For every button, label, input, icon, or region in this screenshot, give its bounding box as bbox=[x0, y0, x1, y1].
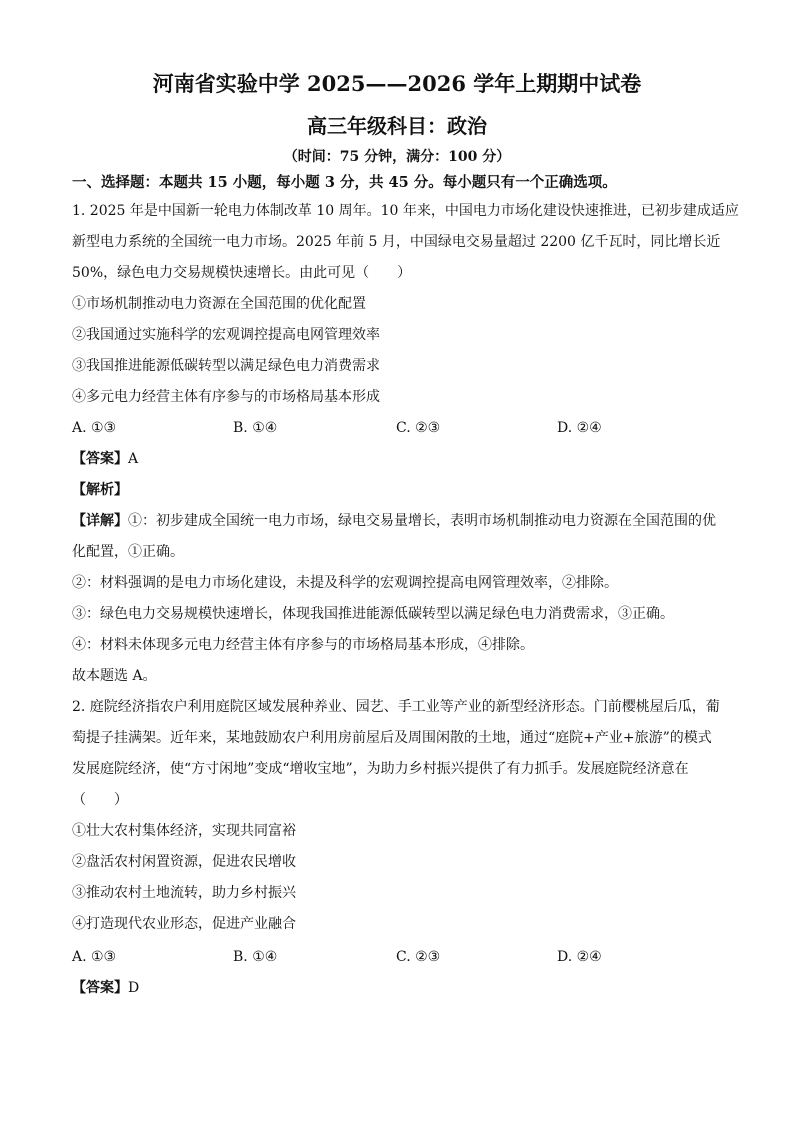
q1-statement: ②我国通过实施科学的宏观调控提高电网管理效率 bbox=[72, 327, 380, 343]
q2-answer-tag: 【答案】 bbox=[72, 980, 128, 996]
q1-stem-line: 新型电力系统的全国统一电力市场。2025 年前 5 月，中国绿电交易量超过 2200 亿千瓦时，同比增长近 bbox=[72, 234, 721, 250]
q1-option-c: C. ②③ bbox=[396, 420, 441, 436]
q1-detail-tag: 【详解】 bbox=[72, 513, 128, 529]
q2-stem-line: 发展庭院经济，使“方寸闲地”变成“增收宝地”，为助力乡村振兴提供了有力抓手。发展庭院经济意在 bbox=[72, 761, 689, 777]
q2-option-a: A. ①③ bbox=[72, 949, 117, 965]
q1-answer-value: A bbox=[128, 451, 139, 467]
q2-stem-line: （ ） bbox=[72, 792, 128, 808]
q2-answer bbox=[72, 978, 139, 998]
q1-option-d: D. ②④ bbox=[557, 420, 602, 436]
q1-option-b: B. ①④ bbox=[233, 420, 278, 436]
q2-stem-line: 萄提子挂满架。近年来，某地鼓励农户利用房前屋后及周围闲散的土地，通过“庭院+产业+旅游”的模式 bbox=[72, 730, 712, 746]
exam-subtitle: 高三年级科目：政治 bbox=[307, 114, 487, 138]
q2-statement: ③推动农村土地流转，助力乡村振兴 bbox=[72, 885, 296, 901]
q1-detail-line bbox=[72, 511, 716, 531]
section-heading: 一、选择题：本题共 15 小题，每小题 3 分，共 45 分。每小题只有一个正确选项。 bbox=[72, 174, 617, 191]
q1-statement: ①市场机制推动电力资源在全国范围的优化配置 bbox=[72, 296, 366, 312]
q1-detail-line: ②：材料强调的是电力市场化建设，未提及科学的宏观调控提高电网管理效率，②排除。 bbox=[72, 575, 618, 591]
q1-detail-line: ③：绿色电力交易规模快速增长，体现我国推进能源低碳转型以满足绿色电力消费需求，③正确。 bbox=[72, 606, 674, 622]
q2-option-b: B. ①④ bbox=[233, 949, 278, 965]
q2-answer-value: D bbox=[128, 980, 140, 996]
q1-detail-text: ①：初步建成全国统一电力市场，绿电交易量增长，表明市场机制推动电力资源在全国范围的优 bbox=[128, 513, 716, 529]
q2-statement: ①壮大农村集体经济，实现共同富裕 bbox=[72, 823, 296, 839]
exam-time-info: （时间：75 分钟，满分：100 分） bbox=[283, 149, 511, 165]
q1-detail-line: 化配置，①正确。 bbox=[72, 544, 184, 560]
q1-conclusion: 故本题选 A。 bbox=[72, 668, 157, 684]
q1-detail-line: ④：材料未体现多元电力经营主体有序参与的市场格局基本形成，④排除。 bbox=[72, 637, 534, 653]
q1-stem-line: 1. 2025 年是中国新一轮电力体制改革 10 周年。10 年来，中国电力市场化建设快速推进，已初步建成适应 bbox=[72, 203, 739, 219]
q2-option-c: C. ②③ bbox=[396, 949, 441, 965]
q2-statement: ④打造现代农业形态，促进产业融合 bbox=[72, 916, 296, 932]
q2-stem-line: 2. 庭院经济指农户利用庭院区域发展种养业、园艺、手工业等产业的新型经济形态。门前樱桃屋后瓜，葡 bbox=[72, 699, 720, 715]
q1-analysis-tag: 【解析】 bbox=[72, 482, 128, 498]
q2-statement: ②盘活农村闲置资源，促进农民增收 bbox=[72, 854, 296, 870]
q1-statement: ④多元电力经营主体有序参与的市场格局基本形成 bbox=[72, 389, 380, 405]
q2-option-d: D. ②④ bbox=[557, 949, 602, 965]
q1-answer bbox=[72, 449, 138, 469]
q1-answer-tag: 【答案】 bbox=[72, 451, 128, 467]
exam-title: 河南省实验中学 2025——2026 学年上期期中试卷 bbox=[152, 71, 642, 96]
q1-stem-line: 50%，绿色电力交易规模快速增长。由此可见（ ） bbox=[72, 265, 412, 281]
q1-option-a: A. ①③ bbox=[72, 420, 117, 436]
q1-statement: ③我国推进能源低碳转型以满足绿色电力消费需求 bbox=[72, 358, 380, 374]
